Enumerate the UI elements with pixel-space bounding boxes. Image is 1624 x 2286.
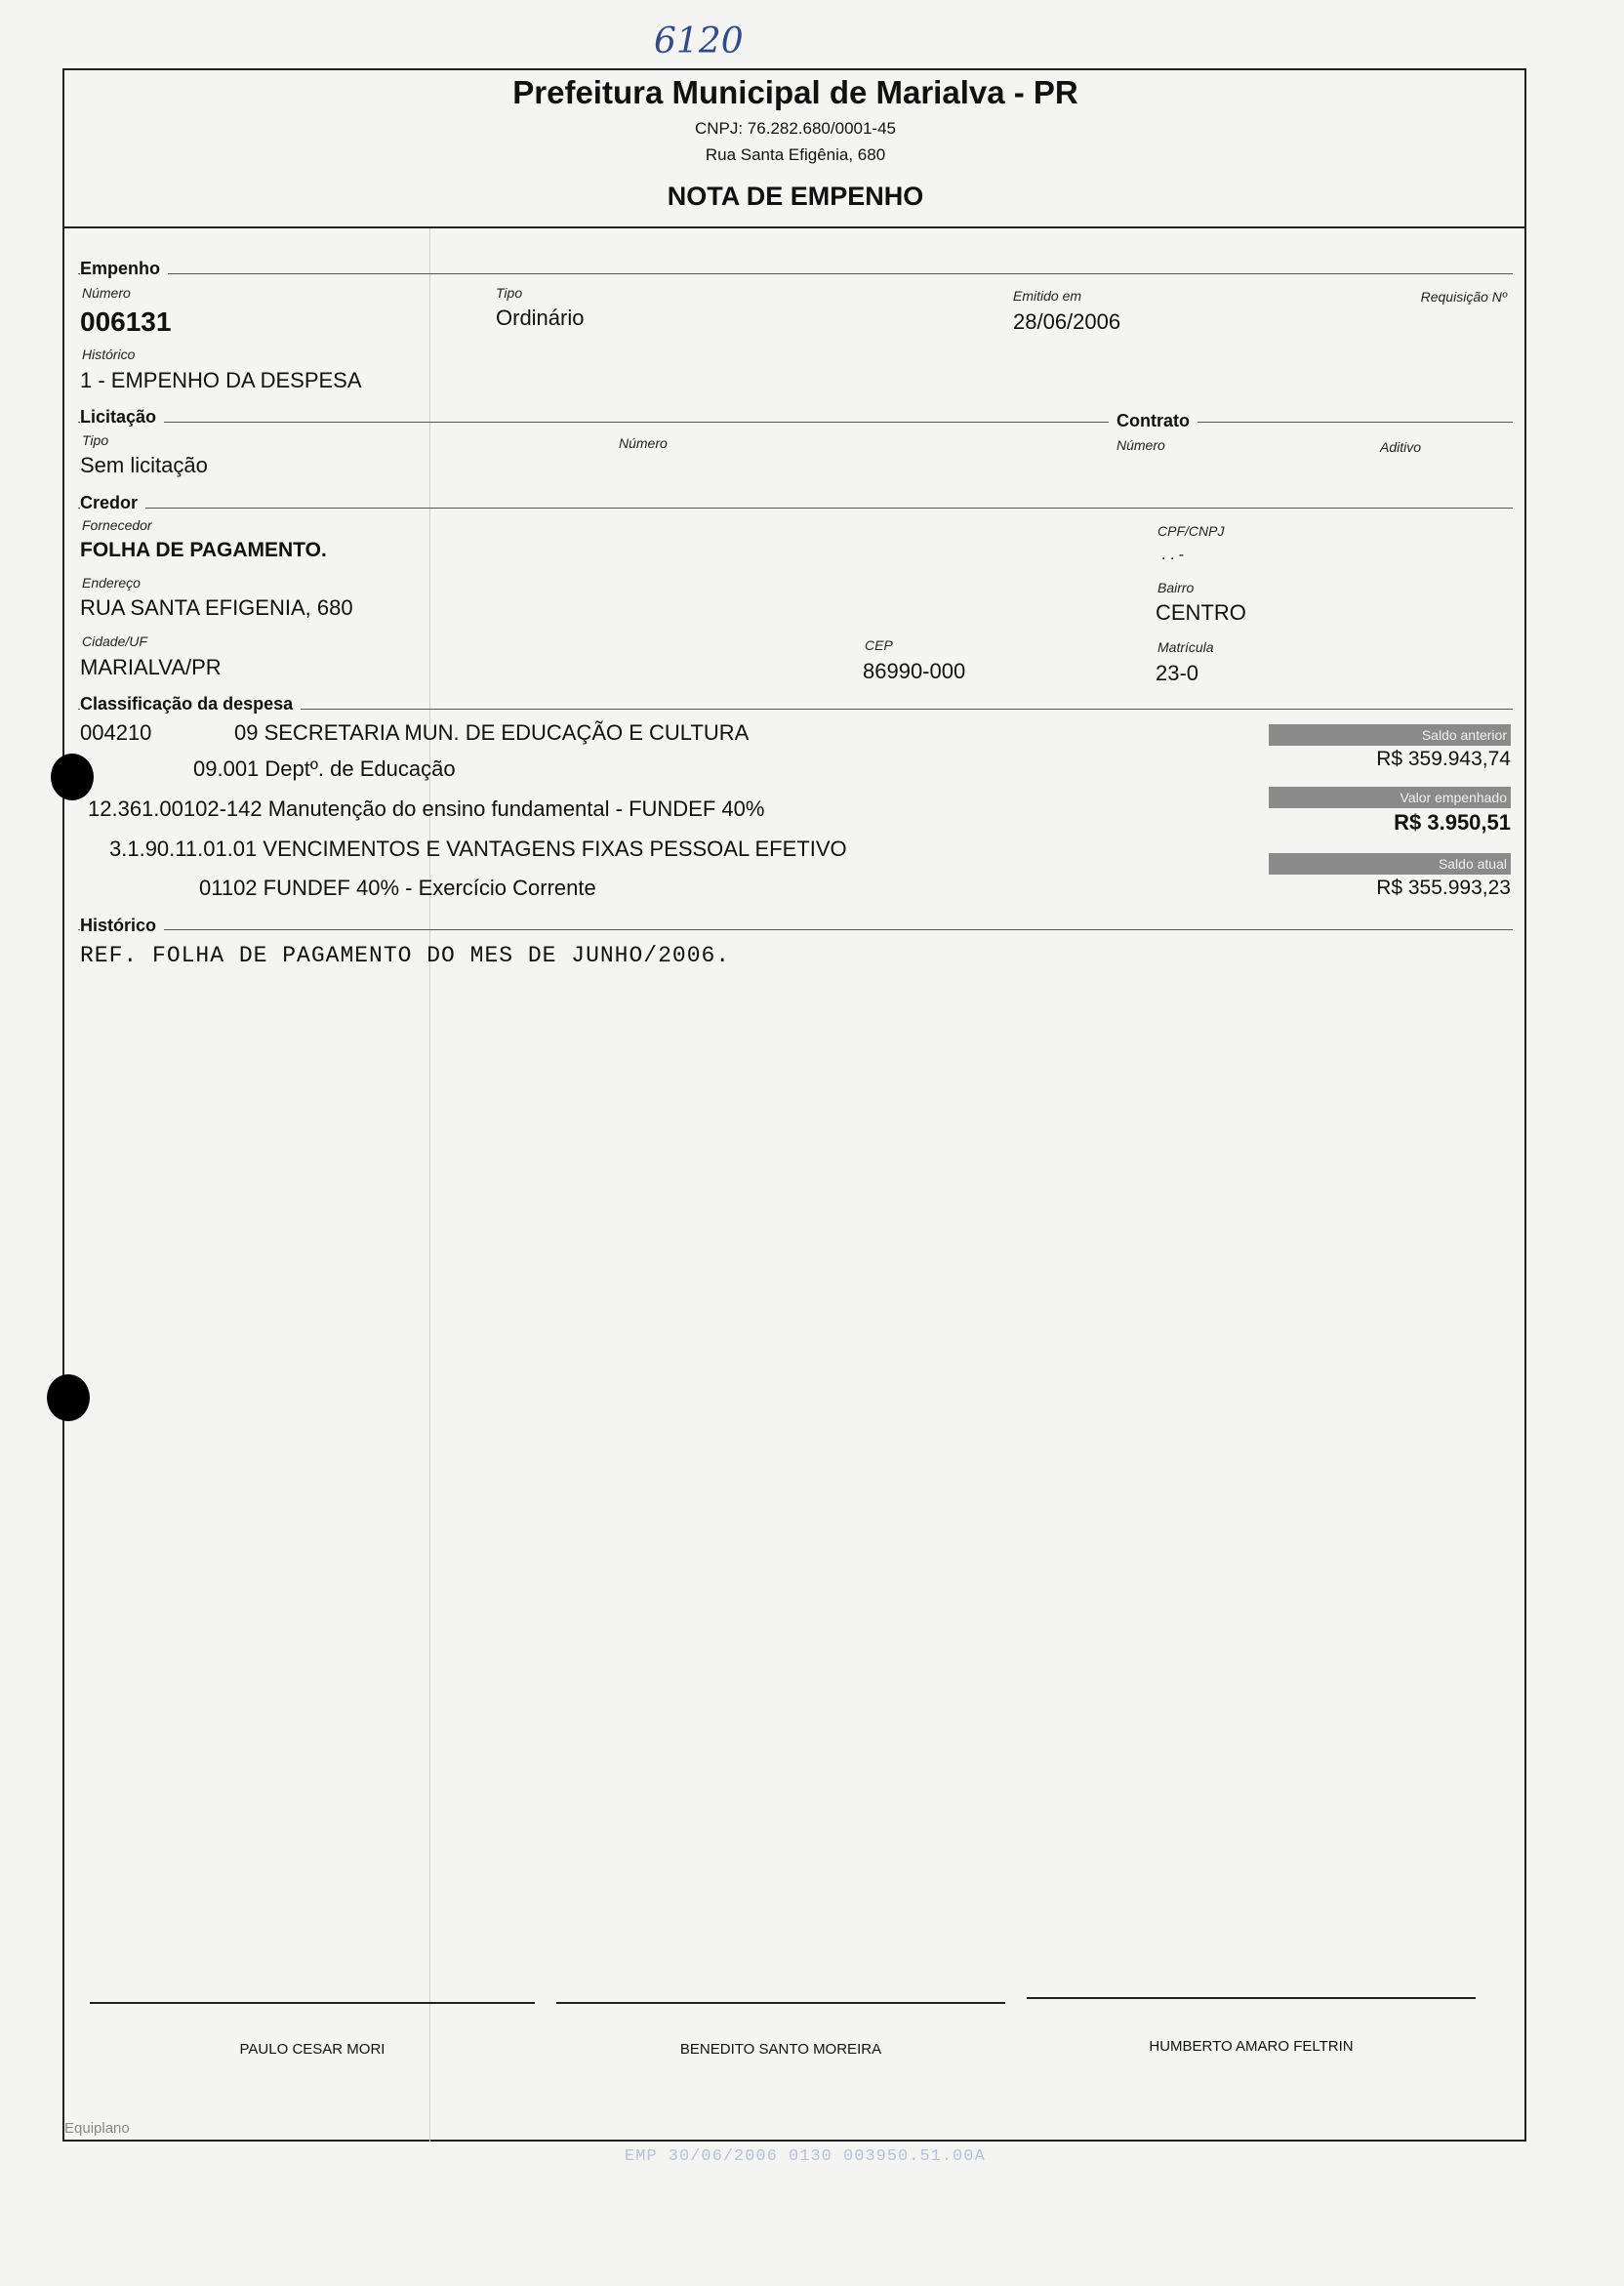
cpf-label: CPF/CNPJ [1157,523,1225,539]
valor-empenhado-label: Valor empenhado [1269,787,1511,808]
signature-line-3 [1027,1997,1476,1999]
fornecedor-label: Fornecedor [82,517,152,533]
endereco-value: RUA SANTA EFIGENIA, 680 [80,595,353,620]
historico-text: REF. FOLHA DE PAGAMENTO DO MES DE JUNHO/2006. [80,943,731,968]
endereco-label: Endereço [82,575,141,591]
signature-name-2: BENEDITO SANTO MOREIRA [679,2041,882,2058]
bairro-value: CENTRO [1156,600,1246,625]
licitacao-numero-label: Número [619,435,668,451]
matricula-value: 23-0 [1156,661,1199,685]
contrato-numero-label: Número [1116,437,1165,453]
cidade-label: Cidade/UF [82,633,147,649]
valor-empenhado-value: R$ 3.950,51 [1394,810,1511,835]
empenho-section-title: Empenho [80,259,168,279]
contrato-section-title: Contrato [1109,411,1198,431]
page-title: Prefeitura Municipal de Marialva - PR [512,74,1078,110]
licitacao-section-title: Licitação [80,407,164,428]
saldo-anterior-label: Saldo anterior [1269,724,1511,746]
empenho-rule [78,273,1513,274]
credor-rule [78,508,1513,509]
cnpj-text: CNPJ: 76.282.680/0001-45 [694,119,897,138]
classificacao-line4: 3.1.90.11.01.01 VENCIMENTOS E VANTAGENS FIXAS PESSOAL EFETIVO [109,837,847,861]
classificacao-section-title: Classificação da despesa [80,694,301,714]
punch-hole-top [51,754,94,800]
credor-section-title: Credor [80,493,145,513]
fornecedor-value: FOLHA DE PAGAMENTO. [80,539,327,561]
address-text: Rua Santa Efigênia, 680 [705,145,886,164]
empenho-numero: 006131 [80,306,172,337]
cidade-value: MARIALVA/PR [80,655,222,679]
empenho-tipo-label: Tipo [496,285,523,301]
punch-hole-bottom [47,1374,90,1421]
historico-section-title: Histórico [80,916,164,936]
historico-rule [78,929,1513,930]
empenho-numero-label: Número [82,285,131,301]
cep-value: 86990-000 [863,659,966,683]
fold-line [429,228,430,2142]
empenho-tipo: Ordinário [496,306,585,330]
cpf-value: . . - [1161,547,1185,563]
licitacao-tipo: Sem licitação [80,453,208,477]
classificacao-line3: 12.361.00102-142 Manutenção do ensino fundamental - FUNDEF 40% [88,796,765,821]
classificacao-line5: 01102 FUNDEF 40% - Exercício Corrente [199,876,596,900]
signature-line-2 [556,2002,1005,2004]
classificacao-line1: 09 SECRETARIA MUN. DE EDUCAÇÃO E CULTURA [234,720,750,745]
signature-line-1 [90,2002,535,2004]
saldo-atual-value: R$ 355.993,23 [1376,877,1511,899]
requisicao-label: Requisição Nº [1420,289,1507,305]
saldo-atual-label: Saldo atual [1269,853,1511,875]
licitacao-rule [78,422,1513,423]
cep-label: CEP [865,637,893,653]
contrato-aditivo-label: Aditivo [1380,439,1422,455]
signature-name-3: HUMBERTO AMARO FELTRIN [1149,2038,1354,2055]
document-title: NOTA DE EMPENHO [667,182,924,211]
empenho-historico: 1 - EMPENHO DA DESPESA [80,368,362,392]
classificacao-code: 004210 [80,720,152,745]
empenho-historico-label: Histórico [82,347,136,362]
classificacao-line2: 09.001 Deptº. de Educação [193,756,456,781]
bairro-label: Bairro [1157,580,1195,595]
matricula-label: Matrícula [1157,639,1214,655]
print-stamp: EMP 30/06/2006 0130 003950.51.00A [625,2147,986,2166]
licitacao-tipo-label: Tipo [82,432,109,448]
header-divider [62,226,1526,228]
emitido-label: Emitido em [1013,288,1082,304]
emitido-date: 28/06/2006 [1013,309,1121,334]
signature-name-1: PAULO CESAR MORI [239,2041,386,2058]
equiplano-brand: Equiplano [64,2120,130,2137]
handwritten-number: 6120 [654,21,744,61]
saldo-anterior-value: R$ 359.943,74 [1376,748,1511,770]
